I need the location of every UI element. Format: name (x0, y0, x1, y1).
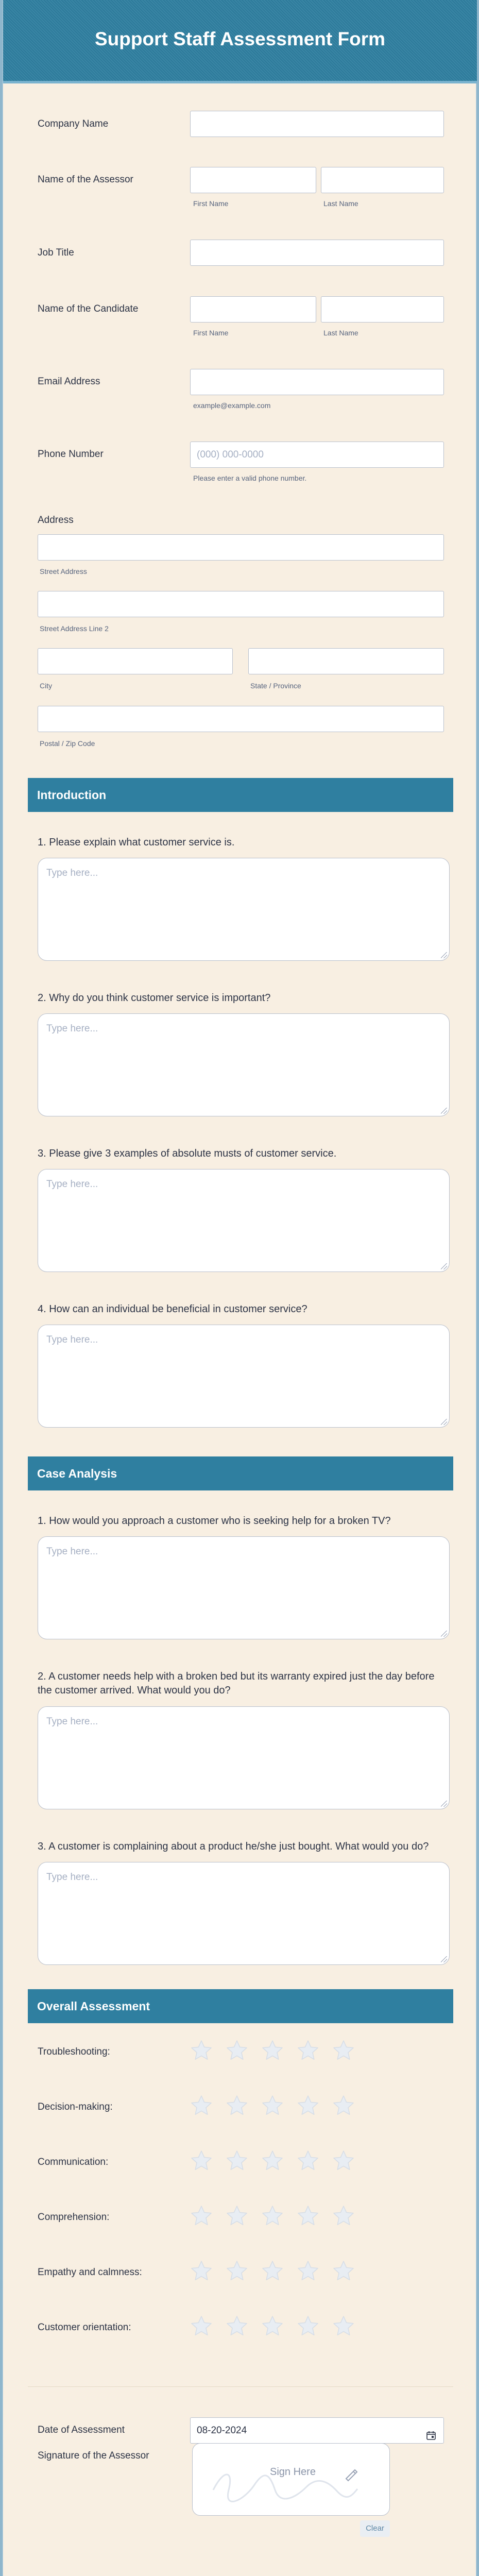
star-icon[interactable] (261, 2039, 284, 2062)
date-value: 08-20-2024 (197, 2425, 247, 2436)
star-icon[interactable] (261, 2315, 284, 2337)
state-input[interactable] (248, 648, 444, 674)
signature-clear-button[interactable]: Clear (360, 2520, 390, 2537)
intro-answer-1[interactable]: Type here... (38, 858, 450, 961)
rating-label: Troubleshooting: (38, 2046, 110, 2057)
email-sublabel: example@example.com (193, 401, 271, 410)
rating-label: Customer orientation: (38, 2322, 131, 2333)
city-input[interactable] (38, 648, 233, 674)
star-icon[interactable] (226, 2315, 248, 2337)
company-name-label: Company Name (38, 118, 109, 129)
street-address-input[interactable] (38, 534, 444, 561)
star-icon[interactable] (332, 2039, 355, 2062)
signature-pad[interactable] (192, 2443, 390, 2516)
assessor-last-name-sublabel: Last Name (323, 199, 358, 208)
star-icon[interactable] (226, 2094, 248, 2117)
star-icon[interactable] (297, 2205, 319, 2227)
street-address-line2-sublabel: Street Address Line 2 (40, 624, 109, 633)
star-icon[interactable] (332, 2094, 355, 2117)
job-title-input[interactable] (190, 240, 444, 266)
star-icon[interactable] (332, 2260, 355, 2282)
star-icon[interactable] (297, 2039, 319, 2062)
case-question-2: 2. A customer needs help with a broken bed but its warranty expired just the day before the customer arrived. What would you do? (38, 1671, 435, 1696)
star-rating (190, 2094, 360, 2120)
case-answer-3[interactable]: Type here... (38, 1862, 450, 1965)
phone-input[interactable]: (000) 000-0000 (190, 442, 444, 468)
signature-placeholder: Sign Here (270, 2466, 316, 2478)
intro-question-3: 3. Please give 3 examples of absolute musts of customer service. (38, 1148, 337, 1159)
case-answer-2[interactable]: Type here... (38, 1706, 450, 1809)
star-icon[interactable] (190, 2260, 213, 2282)
company-name-input[interactable] (190, 111, 444, 137)
star-rating (190, 2315, 360, 2341)
candidate-last-name-input[interactable] (321, 296, 444, 323)
date-input[interactable] (190, 2417, 444, 2444)
star-icon[interactable] (297, 2260, 319, 2282)
star-icon[interactable] (190, 2039, 213, 2062)
star-icon[interactable] (190, 2205, 213, 2227)
street-address-sublabel: Street Address (40, 567, 87, 575)
star-icon[interactable] (190, 2094, 213, 2117)
phone-sublabel: Please enter a valid phone number. (193, 474, 307, 482)
date-label: Date of Assessment (38, 2425, 125, 2435)
form-page (3, 0, 476, 2576)
star-rating (190, 2149, 360, 2175)
form-header (3, 0, 477, 83)
assessor-last-name-input[interactable] (321, 167, 444, 193)
job-title-label: Job Title (38, 247, 74, 258)
candidate-first-name-input[interactable] (190, 296, 316, 323)
rating-label: Empathy and calmness: (38, 2267, 142, 2278)
section-divider (28, 2386, 453, 2387)
case-analysis-heading: Case Analysis (28, 1456, 453, 1490)
case-question-3: 3. A customer is complaining about a product he/she just bought. What would you do? (38, 1841, 429, 1852)
star-icon[interactable] (226, 2149, 248, 2172)
pen-icon (342, 2465, 360, 2483)
star-rating (190, 2205, 360, 2230)
star-icon[interactable] (261, 2094, 284, 2117)
state-sublabel: State / Province (250, 682, 301, 690)
star-icon[interactable] (190, 2315, 213, 2337)
postal-code-input[interactable] (38, 706, 444, 732)
email-label: Email Address (38, 376, 100, 387)
intro-question-1: 1. Please explain what customer service is. (38, 837, 235, 848)
assessor-first-name-input[interactable] (190, 167, 316, 193)
candidate-label: Name of the Candidate (38, 303, 139, 314)
email-input[interactable] (190, 369, 444, 395)
assessor-label: Name of the Assessor (38, 174, 133, 185)
star-icon[interactable] (297, 2315, 319, 2337)
intro-question-4: 4. How can an individual be beneficial in customer service? (38, 1303, 307, 1315)
star-icon[interactable] (226, 2260, 248, 2282)
signature-label: Signature of the Assessor (38, 2450, 149, 2461)
intro-answer-4[interactable]: Type here... (38, 1325, 450, 1428)
star-icon[interactable] (261, 2149, 284, 2172)
candidate-last-name-sublabel: Last Name (323, 329, 358, 337)
introduction-heading: Introduction (28, 778, 453, 812)
assessor-first-name-sublabel: First Name (193, 199, 229, 208)
star-rating (190, 2039, 360, 2065)
form-title: Support Staff Assessment Form (95, 28, 385, 49)
star-icon[interactable] (332, 2149, 355, 2172)
candidate-first-name-sublabel: First Name (193, 329, 229, 337)
postal-code-sublabel: Postal / Zip Code (40, 739, 95, 748)
star-icon[interactable] (297, 2094, 319, 2117)
star-icon[interactable] (297, 2149, 319, 2172)
address-label: Address (38, 515, 74, 526)
street-address-line2-input[interactable] (38, 591, 444, 617)
phone-label: Phone Number (38, 449, 104, 460)
city-sublabel: City (40, 682, 53, 690)
calendar-icon[interactable] (426, 2425, 436, 2435)
rating-label: Decision-making: (38, 2102, 113, 2112)
intro-answer-2[interactable]: Type here... (38, 1013, 450, 1116)
star-rating (190, 2260, 360, 2285)
star-icon[interactable] (261, 2260, 284, 2282)
case-answer-1[interactable]: Type here... (38, 1536, 450, 1639)
star-icon[interactable] (226, 2039, 248, 2062)
rating-label: Comprehension: (38, 2212, 110, 2223)
intro-answer-3[interactable]: Type here... (38, 1169, 450, 1272)
star-icon[interactable] (190, 2149, 213, 2172)
overall-assessment-heading: Overall Assessment (28, 1989, 453, 2023)
intro-question-2: 2. Why do you think customer service is important? (38, 992, 271, 1004)
star-icon[interactable] (332, 2205, 355, 2227)
star-icon[interactable] (261, 2205, 284, 2227)
star-icon[interactable] (226, 2205, 248, 2227)
star-icon[interactable] (332, 2315, 355, 2337)
case-question-1: 1. How would you approach a customer who is seeking help for a broken TV? (38, 1515, 391, 1527)
rating-label: Communication: (38, 2157, 109, 2167)
